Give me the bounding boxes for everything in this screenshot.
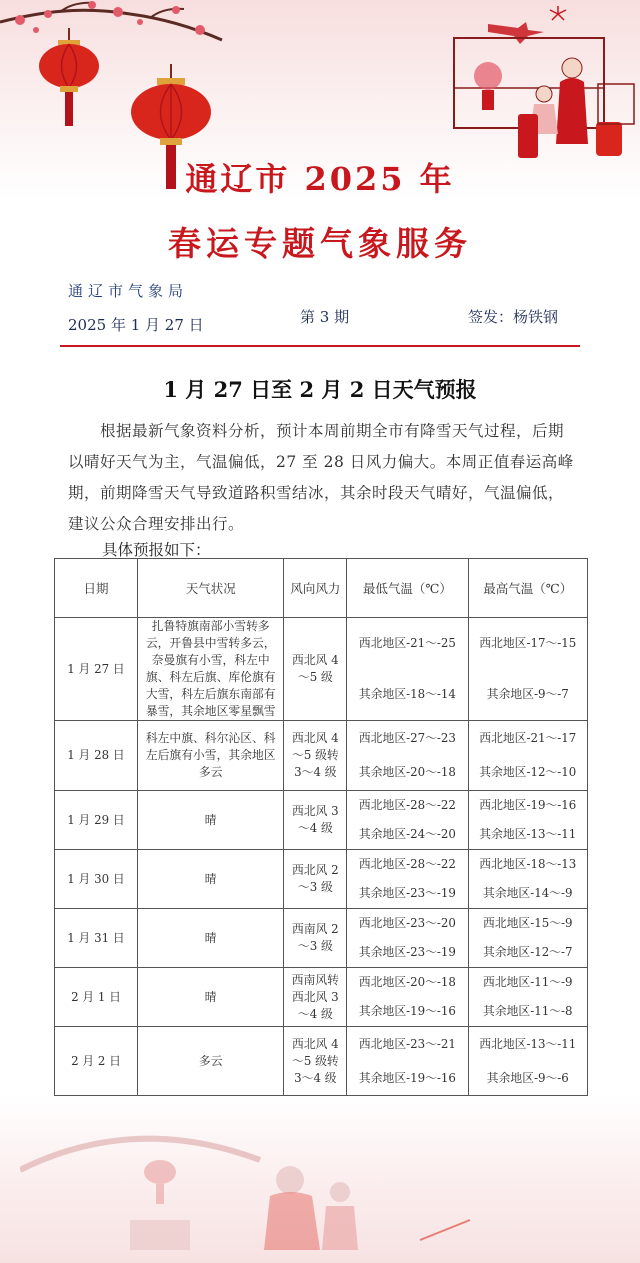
cell-min-temp xyxy=(347,909,468,968)
min-temp-other: 其余地区-19～-16 xyxy=(358,1004,456,1018)
column-header-wind: 风向风力 xyxy=(284,559,347,618)
cell-wind: 西北风 3～4 级 xyxy=(284,791,347,850)
max-temp-northwest: 西北地区-17～-15 xyxy=(479,636,577,650)
min-temp-northwest: 西北地区-27～-23 xyxy=(358,730,456,745)
max-temp-other: 其余地区-13～-11 xyxy=(479,827,577,841)
cell-date: 1 月 31 日 xyxy=(55,909,138,968)
cell-min-temp xyxy=(347,618,468,721)
cell-wind: 西北风 2～3 级 xyxy=(284,850,347,909)
max-temp-other: 其余地区-14～-9 xyxy=(483,886,573,900)
cell-date: 1 月 29 日 xyxy=(55,791,138,850)
cell-min-temp xyxy=(347,850,468,909)
max-temp-northwest: 西北地区-18～-13 xyxy=(479,857,577,871)
column-header-condition: 天气状况 xyxy=(137,559,283,618)
max-temp-northwest: 西北地区-13～-11 xyxy=(479,1036,577,1051)
cell-date: 2 月 2 日 xyxy=(55,1027,138,1096)
cell-max-temp xyxy=(468,721,587,791)
signer: 签发：杨铁钢 xyxy=(468,308,559,326)
column-header-max-temp: 最高气温（℃） xyxy=(468,559,587,618)
plum-branch-icon xyxy=(0,0,230,60)
max-temp-other: 其余地区-12～-7 xyxy=(483,945,573,959)
min-temp-other: 其余地区-18～-14 xyxy=(358,687,456,701)
forecast-intro: 根据最新气象资料分析，预计本周前期全市有降雪天气过程，后期以晴好天气为主，气温偏低，27 至 28 日风力偏大。本周正值春运高峰期，前期降雪天气导致道路积雪结冰，其余时段天气晴好，气温偏低，建议公众合理安排出行。 xyxy=(68,422,574,533)
min-temp-northwest: 西北地区-21～-25 xyxy=(358,636,456,650)
table-row xyxy=(55,618,588,721)
issue-date: 2025 年 1 月 27 日 xyxy=(68,316,204,334)
cell-date: 1 月 27 日 xyxy=(55,618,138,721)
cell-condition: 科左中旗、科尔沁区、科左后旗有小雪，其余地区多云 xyxy=(137,721,283,791)
table-row xyxy=(55,850,588,909)
table-header-row xyxy=(55,559,588,618)
cell-min-temp xyxy=(347,791,468,850)
table-row xyxy=(55,909,588,968)
travelers-illustration xyxy=(448,4,640,164)
cell-condition: 晴 xyxy=(137,968,283,1027)
cell-wind: 西南风转西北风 3～4 级 xyxy=(284,968,347,1027)
cell-max-temp xyxy=(468,968,587,1027)
cell-max-temp xyxy=(468,1027,587,1096)
cell-condition: 晴 xyxy=(137,909,283,968)
cell-wind: 西北风 4～5 级转 3～4 级 xyxy=(284,1027,347,1096)
firework-icon xyxy=(550,6,566,20)
min-temp-other: 其余地区-23～-19 xyxy=(358,945,456,959)
cell-date: 2 月 1 日 xyxy=(55,968,138,1027)
min-temp-northwest: 西北地区-23～-20 xyxy=(358,916,456,930)
lantern-icon xyxy=(36,28,102,128)
max-temp-northwest: 西北地区-21～-17 xyxy=(479,730,577,745)
table-row xyxy=(55,721,588,791)
table-row xyxy=(55,791,588,850)
min-temp-northwest: 西北地区-28～-22 xyxy=(358,798,456,812)
issue-number: 第 3 期 xyxy=(300,308,350,326)
max-temp-other: 其余地区-11～-8 xyxy=(483,1004,573,1018)
table-row xyxy=(55,968,588,1027)
cell-date: 1 月 28 日 xyxy=(55,721,138,791)
forecast-heading: 1 月 27 日至 2 月 2 日天气预报 xyxy=(163,377,477,402)
cell-condition: 晴 xyxy=(137,850,283,909)
table-row xyxy=(55,1027,588,1096)
cell-min-temp xyxy=(347,968,468,1027)
max-temp-northwest: 西北地区-19～-16 xyxy=(479,798,577,812)
document-subtitle: 春运专题气象服务 xyxy=(168,224,472,263)
cell-condition: 晴 xyxy=(137,791,283,850)
cell-condition: 多云 xyxy=(137,1027,283,1096)
cell-max-temp xyxy=(468,850,587,909)
cell-wind: 西北风 4～5 级转 3～4 级 xyxy=(284,721,347,791)
min-temp-other: 其余地区-20～-18 xyxy=(358,765,456,780)
airplane-icon xyxy=(488,22,544,44)
max-temp-northwest: 西北地区-11～-9 xyxy=(483,975,573,989)
forecast-intro-tail: 具体预报如下： xyxy=(102,541,211,559)
column-header-min-temp: 最低气温（℃） xyxy=(347,559,468,618)
travelers-illustration xyxy=(20,1110,480,1260)
forecast-table xyxy=(54,558,588,1096)
column-header-date: 日期 xyxy=(55,559,138,618)
cell-condition: 扎鲁特旗南部小雪转多云，开鲁县中雪转多云，奈曼旗有小雪，科左中旗、科左后旗、库伦旗有大雪，科左后旗东南部有暴雪，其余地区零星飘雪 xyxy=(137,618,283,721)
cell-date: 1 月 30 日 xyxy=(55,850,138,909)
cell-max-temp xyxy=(468,909,587,968)
max-temp-other: 其余地区-9～-7 xyxy=(486,687,569,701)
max-temp-other: 其余地区-9～-6 xyxy=(486,1070,569,1085)
max-temp-other: 其余地区-12～-10 xyxy=(479,765,577,780)
max-temp-northwest: 西北地区-15～-9 xyxy=(483,916,573,930)
cell-min-temp xyxy=(347,1027,468,1096)
min-temp-other: 其余地区-23～-19 xyxy=(358,886,456,900)
document-title: 通辽市 2025 年 xyxy=(185,160,455,198)
cell-min-temp xyxy=(347,721,468,791)
min-temp-northwest: 西北地区-28～-22 xyxy=(358,857,456,871)
min-temp-other: 其余地区-19～-16 xyxy=(358,1070,456,1085)
issuing-organization: 通辽市气象局 xyxy=(68,282,189,300)
header-divider xyxy=(60,345,580,347)
cell-wind: 西南风 2～3 级 xyxy=(284,909,347,968)
min-temp-other: 其余地区-24～-20 xyxy=(358,827,456,841)
min-temp-northwest: 西北地区-23～-21 xyxy=(358,1036,456,1051)
min-temp-northwest: 西北地区-20～-18 xyxy=(358,975,456,989)
cell-max-temp xyxy=(468,618,587,721)
cell-max-temp xyxy=(468,791,587,850)
cell-wind: 西北风 4～5 级 xyxy=(284,618,347,721)
